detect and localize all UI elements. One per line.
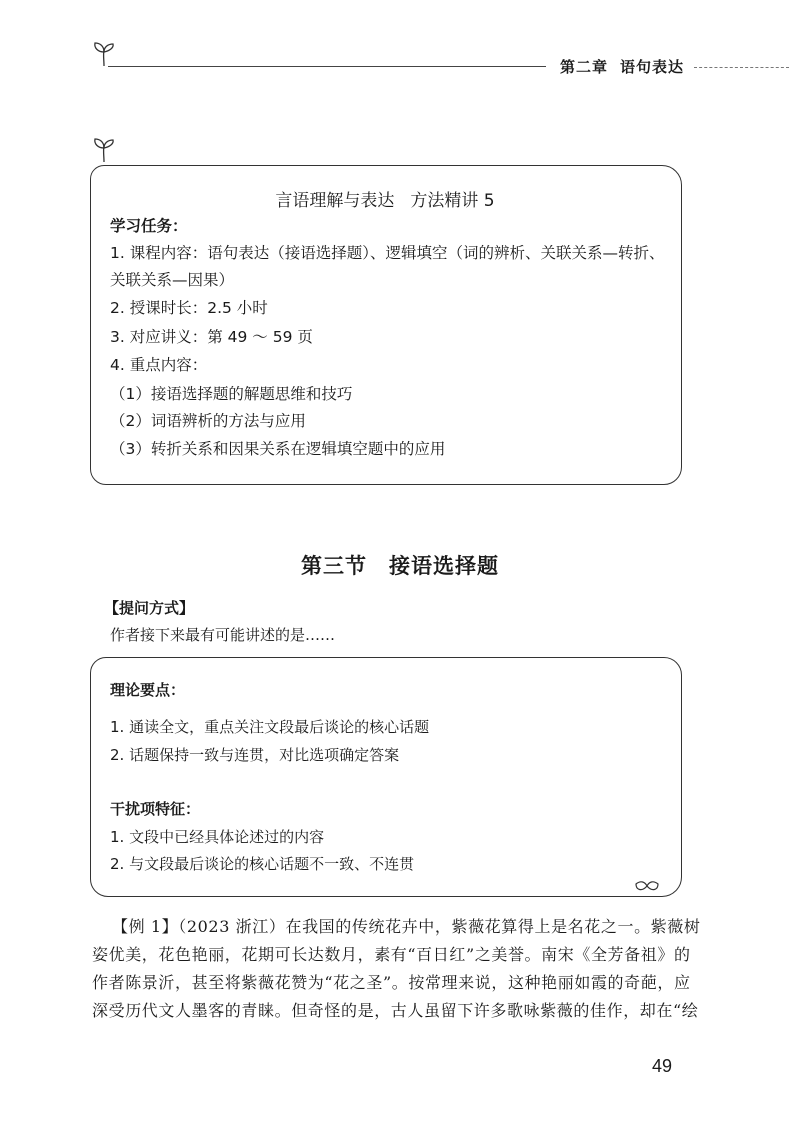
task-line: 3. 对应讲义：第 49 ～ 59 页 <box>110 328 313 346</box>
sprout-icon <box>92 40 116 68</box>
example-line: 作者陈景沂，甚至将紫薇花赞为“花之圣”。按常理来说，这种艳丽如霞的奇葩，应 <box>92 973 691 992</box>
section-number: 第三节 <box>301 553 367 578</box>
task-title-main: 言语理解与表达 <box>275 191 395 211</box>
task-title-sub: 方法精讲 5 <box>410 191 495 211</box>
header-rule <box>108 66 546 67</box>
question-style-text: 作者接下来最有可能讲述的是…… <box>110 626 336 644</box>
section-heading <box>0 550 800 580</box>
task-line: （3）转折关系和因果关系在逻辑填空题中的应用 <box>110 440 446 458</box>
page-number: 49 <box>652 1056 673 1076</box>
task-line: 关联关系—因果） <box>110 271 235 289</box>
example-line: 【例 1】（2023 浙江）在我国的传统花卉中，紫薇花算得上是名花之一。紫薇树 <box>112 917 701 936</box>
task-line: （1）接语选择题的解题思维和技巧 <box>110 385 353 403</box>
task-line: 4. 重点内容： <box>110 356 208 374</box>
distractor-item: 2. 与文段最后谈论的核心话题不一致、不连贯 <box>110 855 415 873</box>
theory-point: 2. 话题保持一致与连贯，对比选项确定答案 <box>110 746 400 764</box>
example-line: 姿优美，花色艳丽，花期可长达数月，素有“百日红”之美誉。南宋《全芳备祖》的 <box>92 945 691 964</box>
distractor-heading: 干扰项特征： <box>110 800 201 818</box>
leaf-icon <box>634 876 660 896</box>
distractor-item: 1. 文段中已经具体论述过的内容 <box>110 828 325 846</box>
task-line: 2. 授课时长：2.5 小时 <box>110 299 268 317</box>
learning-task-box <box>90 165 682 485</box>
header-dotted-rule <box>694 67 789 68</box>
chapter-number: 第二章 <box>560 58 609 76</box>
example-line: 深受历代文人墨客的青睐。但奇怪的是，古人虽留下许多歌咏紫薇的佳作，却在“绘 <box>92 1001 699 1020</box>
task-heading: 学习任务： <box>110 217 188 235</box>
section-title: 接语选择题 <box>389 553 499 578</box>
task-box-title <box>90 186 680 211</box>
sprout-icon <box>92 136 116 164</box>
question-style-label: 【提问方式】 <box>104 599 195 617</box>
theory-points-heading: 理论要点： <box>110 681 186 699</box>
task-line: 1. 课程内容：语句表达（接语选择题）、逻辑填空（词的辨析、关联关系—转折、 <box>110 244 665 262</box>
chapter-title: 语句表达 <box>620 58 685 76</box>
running-header <box>560 56 684 77</box>
task-line: （2）词语辨析的方法与应用 <box>110 412 306 430</box>
theory-point: 1. 通读全文，重点关注文段最后谈论的核心话题 <box>110 718 430 736</box>
